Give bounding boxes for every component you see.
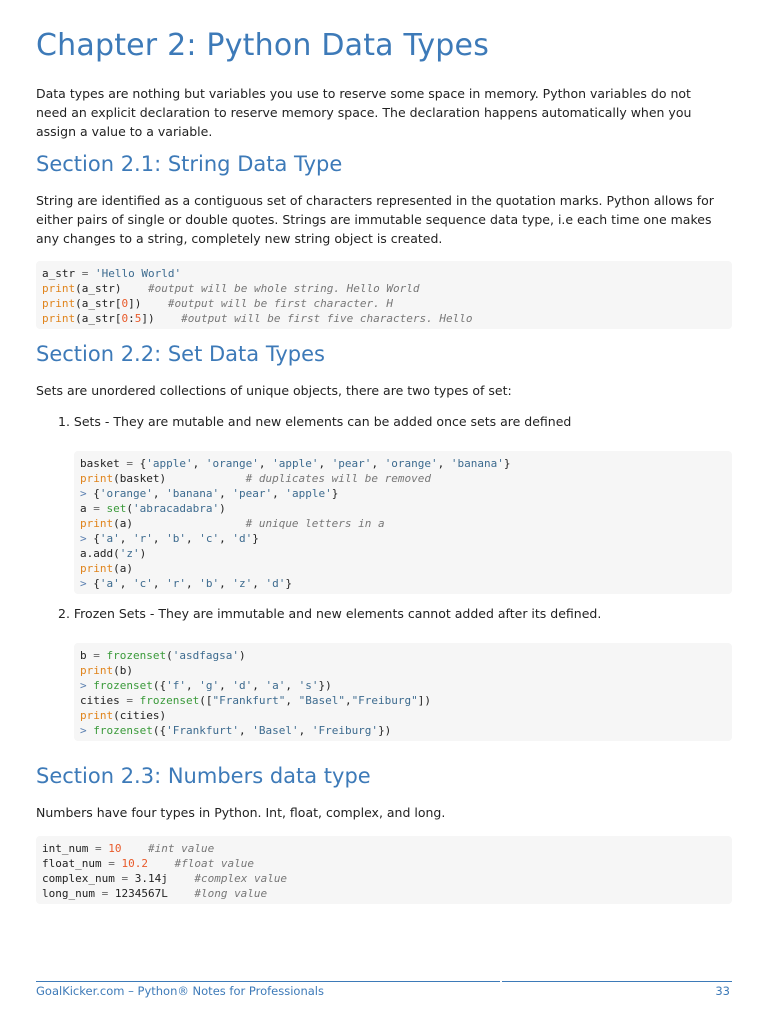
code-token: ,	[252, 679, 266, 692]
code-token: basket	[80, 457, 127, 470]
code-token: 'Frankfurt'	[166, 724, 239, 737]
page-number: 33	[715, 984, 730, 998]
code-token: 'orange'	[205, 457, 259, 470]
code-line	[80, 486, 726, 501]
code-token: ])	[141, 312, 182, 325]
code-token: a_str	[42, 267, 82, 280]
code-token: 'd'	[265, 577, 286, 590]
code-token: (b)	[113, 664, 133, 677]
code-token: }	[503, 457, 511, 470]
code-token: ,	[152, 532, 167, 545]
code-token: (a_str[	[75, 297, 122, 310]
code-token: 'z'	[119, 547, 140, 560]
code-token: 'apple'	[146, 457, 193, 470]
code-token: =	[121, 872, 129, 885]
code-token: =	[93, 649, 100, 662]
section-2-3-text: Numbers have four types in Python. Int, float, complex, and long.	[36, 805, 446, 820]
code-token: #float value	[174, 857, 254, 870]
code-token: print	[80, 709, 114, 722]
code-line	[80, 723, 726, 738]
code-token: =	[126, 694, 133, 707]
code-token: ,	[219, 487, 233, 500]
code-token: # duplicates will be removed	[245, 472, 432, 485]
code-token: =	[126, 457, 133, 470]
code-token: 'c'	[199, 532, 220, 545]
section-2-1-text: String are identified as a contiguous set of characters represented in the quotation marks. Python allows for either pairs of single or double quotes. Strings are immutable sequence data type, i.e each time one makes any changes to a string, completely new string object is created.	[36, 193, 714, 246]
section-2-3-heading: Section 2.3: Numbers data type	[36, 764, 371, 788]
code-token: ,	[298, 724, 312, 737]
code-line	[42, 296, 726, 311]
code-line	[80, 516, 726, 531]
code-token: a	[80, 502, 94, 515]
code-token: 'a'	[265, 679, 286, 692]
code-token: 'Freiburg'	[311, 724, 379, 737]
code-line	[80, 648, 726, 663]
code-token	[133, 694, 140, 707]
footer-rule-right	[502, 981, 732, 982]
code-token: ,	[219, 577, 233, 590]
code-token: print	[80, 517, 114, 530]
code-token: ,	[258, 457, 273, 470]
footer-rule	[36, 981, 500, 982]
code-token: =	[81, 267, 89, 280]
code-token: #output will be first character. H	[167, 297, 394, 310]
code-token: #int value	[147, 842, 215, 855]
code-token: }	[285, 577, 292, 590]
code-line	[42, 266, 726, 281]
code-token	[100, 649, 107, 662]
code-token: 'f'	[166, 679, 186, 692]
code-token: ({	[152, 679, 167, 692]
code-token: # unique letters in a	[245, 517, 385, 530]
code-token: 'd'	[232, 532, 253, 545]
code-token: complex_num	[42, 872, 122, 885]
code-token: 'orange'	[384, 457, 438, 470]
code-token: 'orange'	[99, 487, 153, 500]
code-token: }	[252, 532, 259, 545]
code-token: print	[80, 562, 114, 575]
code-token: (	[126, 502, 133, 515]
code-token: 5	[134, 312, 142, 325]
code-token: b	[80, 649, 94, 662]
code-token: ,	[152, 577, 167, 590]
code-token: {	[93, 577, 100, 590]
code-token: 'banana'	[450, 457, 504, 470]
code-token: ,	[186, 532, 200, 545]
section-2-2-heading: Section 2.2: Set Data Types	[36, 342, 325, 366]
code-token: print	[42, 312, 76, 325]
code-token: ,	[437, 457, 451, 470]
code-token: #long value	[194, 887, 268, 900]
code-line	[80, 501, 726, 516]
footer-link[interactable]: GoalKicker.com – Python® Notes for Professionals	[36, 984, 324, 998]
code-token: ,	[285, 679, 299, 692]
code-token: 'a'	[99, 532, 120, 545]
intro-paragraph: Data types are nothing but variables you use to reserve some space in memory. Python variables do not need an explicit declaration to reserve memory space. The declaration happens automatically when you assign a value to a variable.	[36, 86, 692, 139]
code-token	[100, 502, 107, 515]
code-line	[80, 546, 726, 561]
code-token: >	[80, 724, 94, 737]
code-token: 'd'	[232, 679, 253, 692]
code-token: frozenset	[93, 679, 153, 692]
section-2-2-text: Sets are unordered collections of unique objects, there are two types of set:	[36, 383, 512, 398]
code-token: #output will be whole string. Hello World	[147, 282, 420, 295]
code-token: 'r'	[166, 577, 186, 590]
code-token	[121, 842, 148, 855]
code-token: 'Basel'	[252, 724, 299, 737]
code-token: 10	[108, 842, 122, 855]
code-token: >	[80, 577, 94, 590]
code-token: {	[93, 487, 100, 500]
code-line	[42, 886, 726, 901]
code-token: ,	[152, 487, 167, 500]
code-line	[80, 663, 726, 678]
code-line	[80, 456, 726, 471]
code-token: ,	[119, 532, 133, 545]
code-token: int_num	[42, 842, 95, 855]
code-token: set	[106, 502, 127, 515]
code-token: 'pear'	[331, 457, 372, 470]
code-token: ,	[344, 694, 352, 707]
code-token	[148, 857, 175, 870]
code-token: ,	[238, 724, 253, 737]
code-token: (a_str[	[75, 312, 122, 325]
code-token: (cities)	[113, 709, 167, 722]
code-token: ,	[371, 457, 385, 470]
code-token: 'g'	[199, 679, 220, 692]
code-token: 'abracadabra'	[133, 502, 220, 515]
code-token: "Basel"	[298, 694, 345, 707]
list-item-sets: 1. Sets - They are mutable and new elements can be added once sets are defined	[58, 414, 572, 429]
code-token: "Freiburg"	[351, 694, 418, 707]
code-token: (	[166, 649, 173, 662]
list-item-frozen-sets: 2. Frozen Sets - They are immutable and new elements cannot added after its defined.	[58, 606, 602, 621]
section-2-1-heading: Section 2.1: String Data Type	[36, 152, 343, 176]
code-token: print	[80, 472, 114, 485]
code-token: )	[238, 649, 246, 662]
code-token: 'pear'	[232, 487, 273, 500]
code-token: 'r'	[133, 532, 153, 545]
code-token: =	[101, 887, 109, 900]
code-line	[42, 841, 726, 856]
code-token: >	[80, 679, 94, 692]
code-token: 0	[121, 312, 129, 325]
code-token: =	[93, 502, 100, 515]
code-token: ,	[219, 679, 233, 692]
code-block-string	[36, 261, 732, 329]
code-block-frozen-sets	[74, 643, 732, 741]
code-token: ])	[417, 694, 432, 707]
code-token: (a)	[113, 517, 246, 530]
code-token: ,	[186, 577, 200, 590]
code-token: })	[378, 724, 392, 737]
code-token: })	[318, 679, 332, 692]
code-line	[42, 856, 726, 871]
code-token: ,	[219, 532, 233, 545]
code-token: 's'	[298, 679, 319, 692]
code-token: )	[219, 502, 226, 515]
code-line	[80, 693, 726, 708]
code-token: ])	[128, 297, 168, 310]
code-block-sets	[74, 451, 732, 594]
code-line	[42, 311, 726, 326]
code-token: frozenset	[93, 724, 153, 737]
code-line	[80, 471, 726, 486]
code-line	[80, 678, 726, 693]
code-token: 'apple'	[272, 457, 319, 470]
code-token: (a_str)	[75, 282, 148, 295]
code-token: =	[94, 842, 102, 855]
code-token: #output will be first five characters. Hello	[181, 312, 473, 325]
code-token: {	[93, 532, 100, 545]
code-token: >	[80, 532, 94, 545]
code-token: 'b'	[166, 532, 186, 545]
code-token: 1234567L	[108, 887, 195, 900]
code-token: {	[132, 457, 147, 470]
code-line	[80, 561, 726, 576]
code-token: "Frankfurt"	[212, 694, 286, 707]
code-token: (a)	[113, 562, 133, 575]
code-line	[42, 871, 726, 886]
code-token: ,	[252, 577, 266, 590]
code-token: 3.14j	[128, 872, 195, 885]
code-token: print	[42, 282, 76, 295]
code-token: ,	[272, 487, 286, 500]
code-token: 'banana'	[166, 487, 220, 500]
code-token: 'Hello World'	[88, 267, 182, 280]
code-token: =	[108, 857, 115, 870]
code-token: :	[128, 312, 135, 325]
code-token: 'z'	[232, 577, 253, 590]
code-token: a.add(	[80, 547, 120, 560]
code-token: ,	[192, 457, 206, 470]
code-token: ({	[152, 724, 167, 737]
code-token: float_num	[42, 857, 109, 870]
code-line	[80, 576, 726, 591]
code-token: }	[331, 487, 339, 500]
code-token: print	[42, 297, 76, 310]
code-token: ,	[285, 694, 299, 707]
code-token: 'b'	[199, 577, 220, 590]
code-token: ,	[318, 457, 332, 470]
page-footer	[36, 984, 732, 998]
code-token: ([	[199, 694, 213, 707]
code-line	[80, 708, 726, 723]
code-block-numbers	[36, 836, 732, 904]
code-token: 'c'	[133, 577, 153, 590]
code-token: (basket)	[113, 472, 246, 485]
code-token: print	[80, 664, 114, 677]
code-token: 10.2	[121, 857, 148, 870]
code-token: >	[80, 487, 94, 500]
code-token: 0	[121, 297, 129, 310]
code-token: cities	[80, 694, 127, 707]
code-line	[42, 281, 726, 296]
code-token: 'apple'	[285, 487, 332, 500]
code-token: frozenset	[139, 694, 200, 707]
code-token: 'asdfagsa'	[172, 649, 239, 662]
code-token: )	[139, 547, 147, 560]
code-token: ,	[119, 577, 133, 590]
code-token: frozenset	[106, 649, 167, 662]
code-token: 'a'	[99, 577, 120, 590]
code-token: ,	[185, 679, 200, 692]
page-title: Chapter 2: Python Data Types	[36, 28, 490, 63]
code-token: #complex value	[194, 872, 288, 885]
code-line	[80, 531, 726, 546]
code-token: long_num	[42, 887, 102, 900]
